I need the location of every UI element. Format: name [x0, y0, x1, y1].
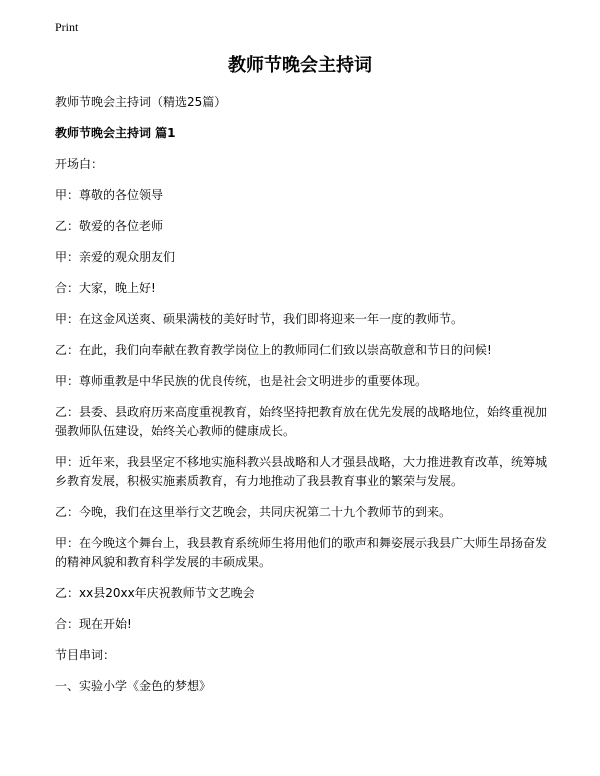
paragraph-line: 一、实验小学《金色的梦想》	[55, 679, 212, 693]
paragraph-line: 甲：在这金风送爽、硕果满枝的美好时节，我们即将迎来一年一度的教师节。	[55, 312, 464, 326]
print-link[interactable]: Print	[55, 20, 79, 34]
paragraph-line: 甲：尊师重教是中华民族的优良传统，也是社会文明进步的重要体现。	[55, 374, 428, 388]
paragraph-line: 甲：亲爱的观众朋友们	[55, 250, 176, 264]
paragraph-line: 节目串词：	[55, 648, 116, 662]
paragraph-line: 乙：县委、县政府历来高度重视教育，始终坚持把教育放在优先发展的战略地位，始终重视加强教师队伍建设，始终关心教师的健康成长。	[55, 405, 548, 438]
paragraph-line: 甲：在今晚这个舞台上，我县教育系统师生将用他们的歌声和舞姿展示我县广大师生昂扬奋发的精神风貌和教育科学发展的丰硕成果。	[55, 536, 548, 569]
paragraph-opening: 开场白：	[55, 157, 104, 171]
paragraph-line: 甲：尊敬的各位领导	[55, 188, 164, 202]
section-heading: 教师节晚会主持词 篇1	[55, 126, 176, 140]
paragraph-line: 乙：在此，我们向奉献在教育教学岗位上的教师同仁们致以崇高敬意和节日的问候!	[55, 343, 492, 357]
paragraph-line: 合：现在开始!	[55, 617, 132, 631]
paragraph-line: 乙：xx县20xx年庆祝教师节文艺晚会	[55, 586, 255, 600]
paragraph-line: 甲：近年来，我县坚定不移地实施科教兴县战略和人才强县战略，大力推进教育改革，统筹城乡教育发展，积极实施素质教育，有力地推动了我县教育事业的繁荣与发展。	[55, 455, 548, 488]
paragraph-line: 乙：敬爱的各位老师	[55, 219, 164, 233]
document-subtitle: 教师节晚会主持词（精选25篇）	[55, 95, 227, 109]
document-title: 教师节晚会主持词	[228, 55, 372, 76]
paragraph-line: 合：大家，晚上好!	[55, 281, 156, 295]
document-body	[55, 155, 555, 708]
paragraph-line: 乙：今晚，我们在这里举行文艺晚会，共同庆祝第二十九个教师节的到来。	[55, 505, 452, 519]
